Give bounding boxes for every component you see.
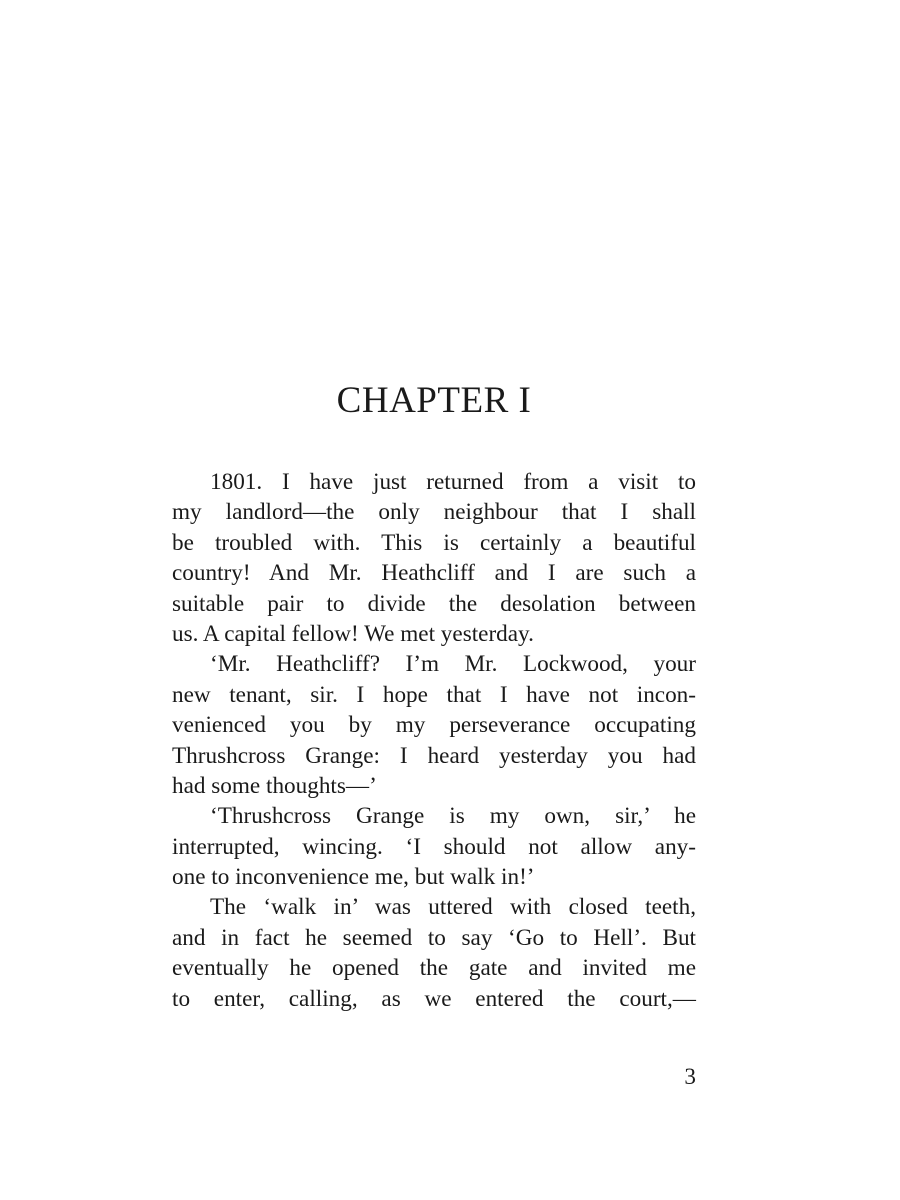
text-line: eventually he opened the gate and invited me bbox=[172, 955, 696, 982]
paragraph bbox=[172, 649, 696, 801]
text-line: my landlord—the only neighbour that I shall bbox=[172, 499, 696, 526]
text-line: to enter, calling, as we entered the court,— bbox=[172, 985, 696, 1012]
text-line: us. A capital fellow! We met yesterday. bbox=[172, 620, 534, 647]
text-line: and in fact he seemed to say ‘Go to Hell’. But bbox=[172, 924, 696, 951]
text-line: The ‘walk in’ was uttered with closed teeth, bbox=[210, 894, 696, 921]
paragraph bbox=[172, 467, 696, 649]
text-line: ‘Thrushcross Grange is my own, sir,’ he bbox=[210, 803, 696, 830]
text-line: had some thoughts—’ bbox=[172, 772, 377, 799]
text-line: interrupted, wincing. ‘I should not allow any- bbox=[172, 833, 696, 860]
chapter-body bbox=[172, 467, 696, 1014]
page-number: 3 bbox=[684, 1064, 696, 1090]
text-line: be troubled with. This is certainly a beautiful bbox=[172, 529, 696, 556]
text-line: Thrushcross Grange: I heard yesterday you had bbox=[172, 742, 696, 769]
paragraph bbox=[172, 801, 696, 892]
text-line: venienced you by my perseverance occupating bbox=[172, 712, 696, 739]
text-line: one to inconvenience me, but walk in!’ bbox=[172, 864, 535, 891]
text-line: country! And Mr. Heathcliff and I are such a bbox=[172, 560, 696, 587]
text-line: suitable pair to divide the desolation between bbox=[172, 590, 696, 617]
text-line: 1801. I have just returned from a visit to bbox=[210, 469, 696, 495]
text-line: ‘Mr. Heathcliff? I’m Mr. Lockwood, your bbox=[210, 651, 696, 678]
text-line: new tenant, sir. I hope that I have not incon- bbox=[172, 681, 696, 708]
paragraph bbox=[172, 892, 696, 1014]
chapter-title: CHAPTER I bbox=[336, 380, 532, 421]
